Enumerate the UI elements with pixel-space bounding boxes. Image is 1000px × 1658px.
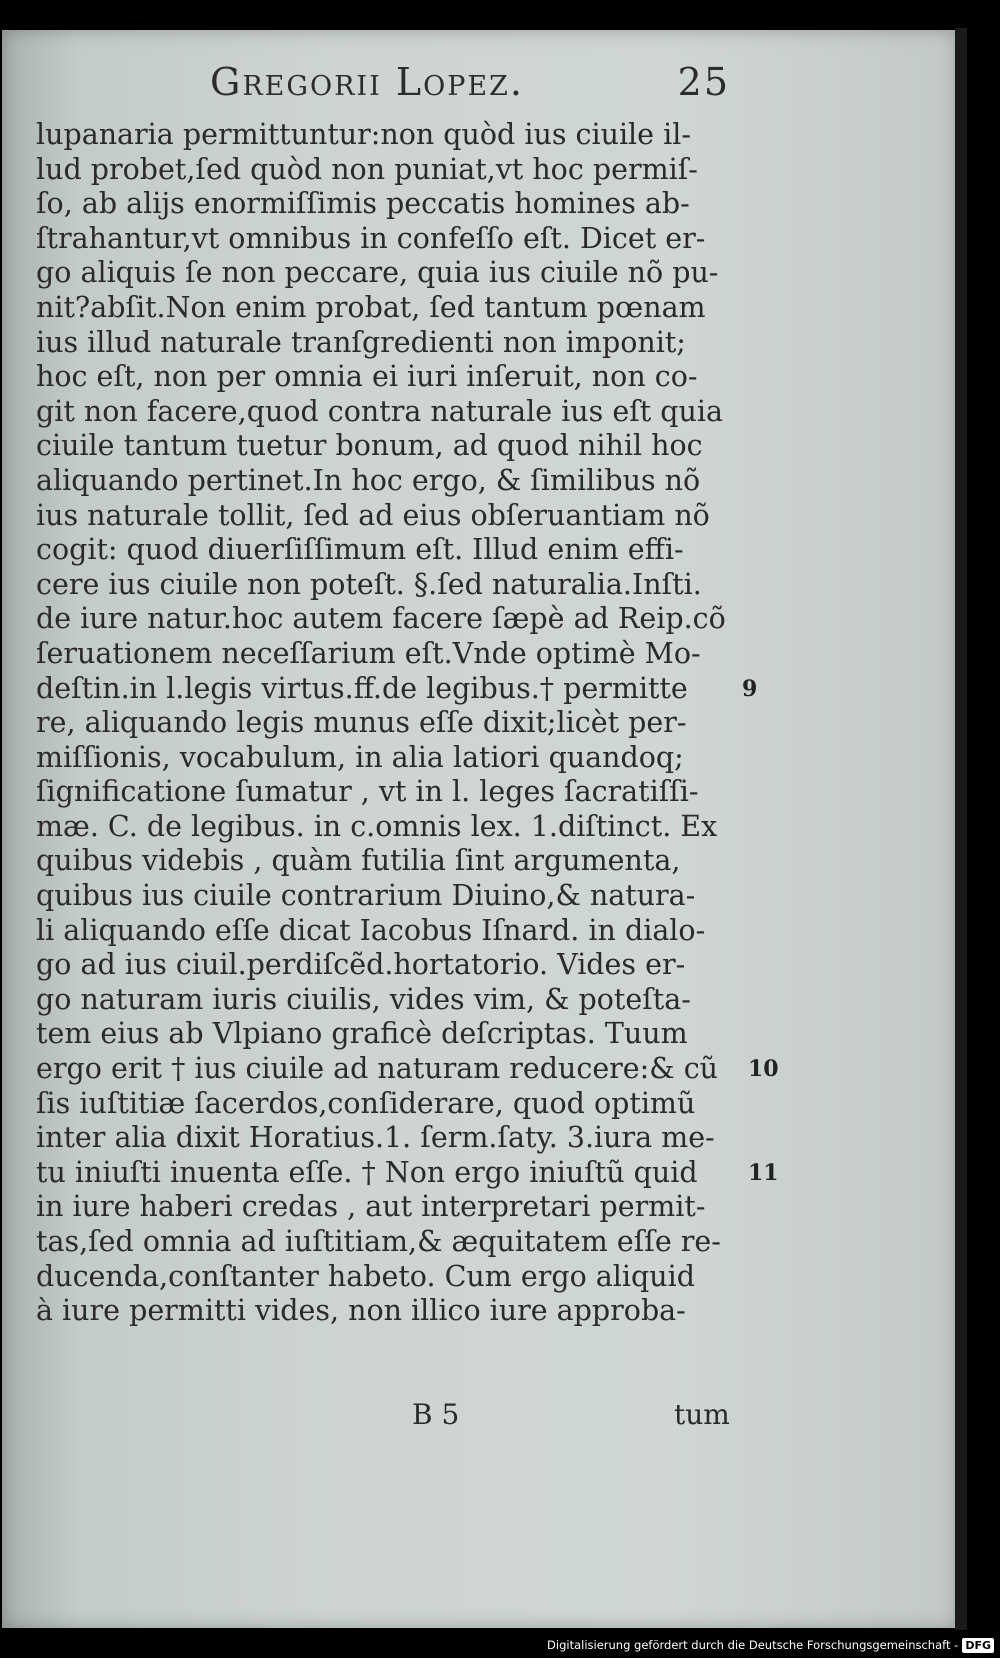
text-line: ſo, ab alijs enormiſſimis peccatis homines ab-: [36, 187, 690, 221]
margin-note: 11: [748, 1160, 779, 1186]
text-line: miſſionis, vocabulum, in alia latiori quandoq;: [36, 740, 684, 774]
margin-note: 9: [742, 675, 758, 702]
digitization-credit: [547, 1634, 994, 1656]
text-line: go naturam iuris ciuilis, vides vim, & poteſta-: [36, 982, 691, 1016]
text-line: go ad ius ciuil.perdiſcẽd.hortatorio. Vides er-: [36, 948, 686, 982]
text-line: quibus ius ciuile contrarium Diuino,& natura-: [36, 879, 696, 913]
text-line: ſis iuſtitiæ ſacerdos,conſiderare, quod optimũ: [36, 1086, 696, 1120]
text-line: re, aliquando legis munus eſſe dixit;licèt per-: [36, 706, 687, 740]
text-line: inter alia dixit Horatius.1. ſerm.ſaty. 3.iura me-: [36, 1121, 715, 1155]
page-number: 25: [677, 60, 730, 104]
catchword: tum: [674, 1398, 730, 1431]
text-line: tem eius ab Vlpiano graficè deſcriptas. Tuum: [36, 1017, 688, 1051]
text-line: ius illud naturale tranſgredienti non imponit;: [36, 325, 686, 359]
page-footer: [0, 1398, 1000, 1438]
text-line: deſtin.in l.legis virtus.ff.de legibus.† permitte: [36, 671, 688, 705]
text-line: ducenda,conſtanter habeto. Cum ergo aliquid: [36, 1259, 695, 1293]
text-line: li aliquando eſſe dicat Iacobus Iſnard. in dialo-: [36, 913, 706, 947]
text-line: ius naturale tollit, ſed ad eius obſeruantiam nõ: [36, 498, 710, 532]
text-line: ergo erit † ius ciuile ad naturam reducere:& cũ: [36, 1052, 719, 1086]
running-title: Gregorii Lopez.: [210, 60, 524, 104]
text-line: mæ. C. de legibus. in c.omnis lex. 1.diſtinct. Ex: [36, 809, 718, 843]
text-line: ciuile tantum tuetur bonum, ad quod nihil hoc: [36, 429, 703, 463]
text-line: aliquando pertinet.In hoc ergo, & ſimilibus nõ: [36, 463, 701, 497]
text-line: git non facere,quod contra naturale ius eſt quia: [36, 394, 723, 428]
page-edge-shadow: [955, 28, 967, 1630]
dfg-logo: DFG: [962, 1638, 994, 1653]
text-line: hoc eſt, non per omnia ei iuri inſeruit, non co-: [36, 360, 698, 394]
text-line: lupanaria permittuntur:non quòd ius ciuile il-: [36, 118, 691, 151]
signature-mark: B 5: [412, 1398, 460, 1431]
page-header: [210, 60, 730, 110]
margin-note: 10: [748, 1056, 779, 1083]
text-line: cogit: quod diuerſiſſimum eſt. Illud enim effi-: [36, 533, 684, 567]
digitization-label: Digitalisierung gefördert durch die Deutsche Forschungsgemeinschaft -: [547, 1638, 959, 1652]
text-line: ſignificatione ſumatur , vt in l. leges ſacratiſſi-: [36, 775, 699, 809]
text-line: nit?abſit.Non enim probat, ſed tantum pœnam: [36, 290, 706, 324]
text-line: lud probet,ſed quòd non puniat,vt hoc permiſ-: [36, 152, 698, 186]
text-line: tu iniuſti inuenta eſſe. † Non ergo iniuſtũ quid: [36, 1155, 698, 1189]
text-line: de iure natur.hoc autem facere ſæpè ad Reip.cõ: [36, 602, 726, 636]
text-line: ſtrahantur,vt omnibus in confeſſo eſt. Dicet er-: [36, 221, 706, 255]
text-line: cere ius ciuile non poteſt. §.ſed naturalia.Inſti.: [36, 567, 702, 601]
text-line: ſeruationem neceſſarium eſt.Vnde optimè Mo-: [36, 636, 701, 670]
text-line: quibus videbis , quàm futilia ſint argumenta,: [36, 844, 681, 878]
text-line: go aliquis ſe non peccare, quia ius ciuile nõ pu-: [36, 256, 719, 290]
text-line: in iure haberi credas , aut interpretari permit-: [36, 1190, 706, 1224]
text-line: tas,ſed omnia ad iuſtitiam,& æquitatem eſſe re-: [36, 1225, 721, 1258]
body-text: [36, 118, 756, 1329]
text-line: à iure permitti vides, non illico iure approba-: [36, 1294, 686, 1328]
